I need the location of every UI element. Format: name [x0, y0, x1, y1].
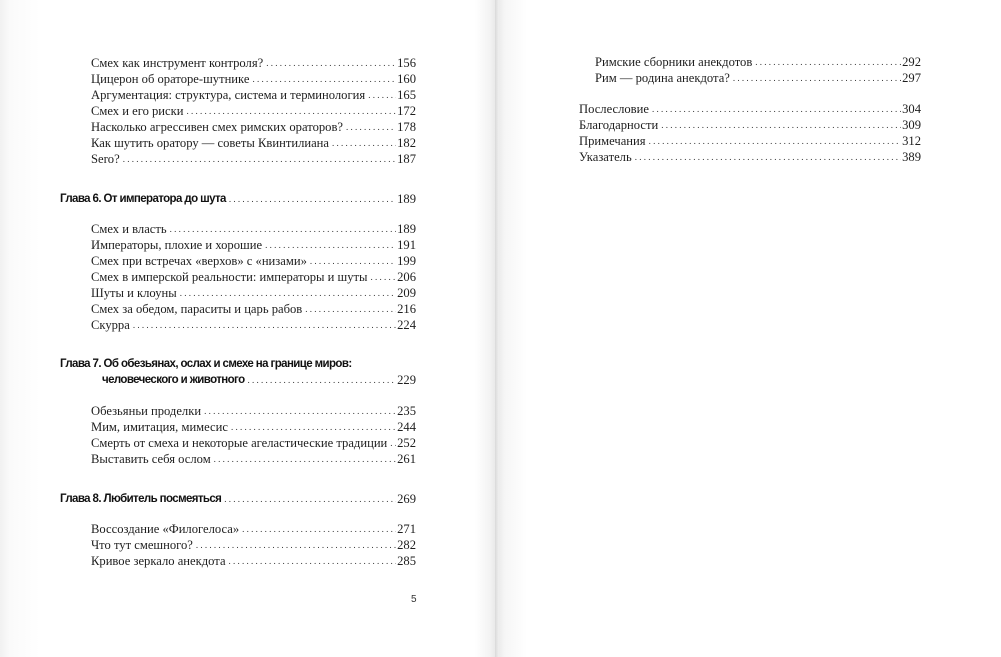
- dot-leader: [123, 155, 396, 164]
- dot-leader: [187, 107, 397, 116]
- dot-leader: [229, 195, 396, 204]
- toc-entry: [91, 269, 416, 285]
- dot-leader: [649, 137, 902, 146]
- toc-entry-title: Что тут смешного?: [91, 538, 193, 552]
- toc-entry-title: Римские сборники анекдотов: [595, 55, 753, 69]
- toc-entry-page: 312: [902, 134, 921, 148]
- chapter-title: Глава 7. Об обезьянах, ослах и смехе на границе миров:: [60, 358, 352, 370]
- toc-entry-page: 172: [397, 104, 416, 118]
- toc-entry: [91, 553, 416, 569]
- dot-leader: [390, 439, 396, 448]
- toc-entry-page: 304: [902, 102, 921, 116]
- toc-entry-page: 165: [397, 88, 416, 102]
- toc-entry-page: 282: [397, 538, 416, 552]
- dot-leader: [305, 305, 396, 314]
- page-number: 5: [411, 594, 417, 605]
- toc-entry: [91, 301, 416, 317]
- book-gutter: [495, 0, 499, 657]
- dot-leader: [368, 91, 396, 100]
- toc-entry-title: Смех и власть: [91, 222, 167, 236]
- toc-entry-page: 209: [397, 286, 416, 300]
- toc-entry-page: 297: [902, 71, 921, 85]
- toc-entry-title: Указатель: [579, 150, 632, 164]
- dot-leader: [252, 75, 396, 84]
- dot-leader: [652, 105, 901, 114]
- toc-entry: [91, 151, 416, 167]
- toc-entry-title: Как шутить оратору — советы Квинтилиана: [91, 136, 330, 150]
- toc-entry-title: Смех как инструмент контроля?: [91, 56, 264, 70]
- toc-entry-page: 160: [397, 72, 416, 86]
- toc-entry: [91, 435, 416, 451]
- toc-entry-title: Смех за обедом, параситы и царь рабов: [91, 302, 303, 316]
- chapter-heading: [60, 491, 416, 507]
- toc-entry-page: 189: [397, 222, 416, 236]
- toc-entry: [91, 221, 416, 237]
- dot-leader: [180, 289, 396, 298]
- toc-entry-page: 187: [397, 152, 416, 166]
- toc-entry-title: Смерть от смеха и некоторые агеластические традиции: [91, 436, 388, 450]
- dot-leader: [196, 541, 396, 550]
- dot-leader: [204, 407, 396, 416]
- toc-entry: [91, 87, 416, 103]
- dot-leader: [661, 121, 901, 130]
- toc-entry-title: Скурра: [91, 318, 130, 332]
- toc-entry: [91, 403, 416, 419]
- toc-entry-title: Смех в имперской реальности: императоры и шуты: [91, 270, 368, 284]
- toc-entry: [91, 237, 416, 253]
- toc-entry-page: 235: [397, 404, 416, 418]
- toc-entry: [579, 101, 921, 117]
- dot-leader: [733, 74, 901, 83]
- toc-entry-page: 244: [397, 420, 416, 434]
- dot-leader: [170, 225, 396, 234]
- chapter-page: 229: [397, 373, 416, 387]
- toc-entry-page: 309: [902, 118, 921, 132]
- toc-entry-page: 252: [397, 436, 416, 450]
- toc-entry: [91, 317, 416, 333]
- toc-entry: [91, 253, 416, 269]
- toc-entry: [91, 285, 416, 301]
- chapter-title: Глава 6. От императора до шута: [60, 193, 226, 205]
- toc-entry-page: 191: [397, 238, 416, 252]
- dot-leader: [635, 153, 901, 162]
- chapter-page: 189: [397, 192, 416, 206]
- dot-leader: [346, 123, 396, 132]
- dot-leader: [266, 59, 396, 68]
- chapter-title: Глава 8. Любитель посмеяться: [60, 493, 222, 505]
- toc-entry: [91, 103, 416, 119]
- dot-leader: [755, 58, 901, 67]
- toc-entry-title: Примечания: [579, 134, 646, 148]
- toc-entry: [91, 135, 416, 151]
- dot-leader: [265, 241, 396, 250]
- toc-entry: [91, 451, 416, 467]
- toc-entry-page: 285: [397, 554, 416, 568]
- toc-entry: [91, 55, 416, 71]
- toc-entry-title: Sero?: [91, 152, 120, 166]
- toc-entry-page: 182: [397, 136, 416, 150]
- toc-entry-page: 199: [397, 254, 416, 268]
- toc-entry: [91, 537, 416, 553]
- toc-entry-title: Воссоздание «Филогелоса»: [91, 522, 240, 536]
- toc-entry: [579, 133, 921, 149]
- toc-entry-page: 271: [397, 522, 416, 536]
- toc-entry-page: 389: [902, 150, 921, 164]
- toc-entry: [579, 117, 921, 133]
- toc-entry-page: 292: [902, 55, 921, 69]
- dot-leader: [310, 257, 396, 266]
- dot-leader: [229, 557, 397, 566]
- dot-leader: [224, 495, 396, 504]
- toc-entry-page: 156: [397, 56, 416, 70]
- toc-entry-title: Благодарности: [579, 118, 659, 132]
- toc-entry: [91, 521, 416, 537]
- right-page: [497, 0, 1001, 657]
- dot-leader: [231, 423, 396, 432]
- chapter-heading: [60, 191, 416, 207]
- toc-entry-page: 216: [397, 302, 416, 316]
- toc-entry-page: 178: [397, 120, 416, 134]
- toc-entry: [91, 71, 416, 87]
- toc-entry: [579, 149, 921, 165]
- dot-leader: [371, 273, 397, 282]
- toc-entry-title: Смех при встречах «верхов» с «низами»: [91, 254, 307, 268]
- toc-entry-title: Шуты и клоуны: [91, 286, 177, 300]
- toc-entry-title: Насколько агрессивен смех римских ораторов?: [91, 120, 344, 134]
- toc-entry-title: Аргументация: структура, система и терминология: [91, 88, 366, 102]
- chapter-heading: [102, 372, 416, 388]
- toc-entry-title: Выставить себя ослом: [91, 452, 211, 466]
- toc-entry-page: 261: [397, 452, 416, 466]
- toc-entry-page: 224: [397, 318, 416, 332]
- toc-entry: [595, 54, 921, 70]
- toc-entry: [91, 119, 416, 135]
- toc-entry-title: Кривое зеркало анекдота: [91, 554, 226, 568]
- toc-entry: [595, 70, 921, 86]
- toc-entry-title: Смех и его риски: [91, 104, 184, 118]
- toc-entry-page: 206: [397, 270, 416, 284]
- toc-entry-title: Рим — родина анекдота?: [595, 71, 730, 85]
- dot-leader: [248, 376, 397, 385]
- dot-leader: [214, 455, 396, 464]
- chapter-page: 269: [397, 492, 416, 506]
- dot-leader: [242, 525, 396, 534]
- chapter-title-continued: человеческого и животного: [102, 374, 245, 386]
- toc-entry-title: Обезьяньи проделки: [91, 404, 202, 418]
- dot-leader: [332, 139, 396, 148]
- toc-entry-title: Императоры, плохие и хорошие: [91, 238, 263, 252]
- toc-entry-title: Цицерон об ораторе-шутнике: [91, 72, 250, 86]
- toc-entry: [91, 419, 416, 435]
- toc-entry-title: Послесловие: [579, 102, 649, 116]
- toc-entry-title: Мим, имитация, мимесис: [91, 420, 228, 434]
- dot-leader: [133, 321, 396, 330]
